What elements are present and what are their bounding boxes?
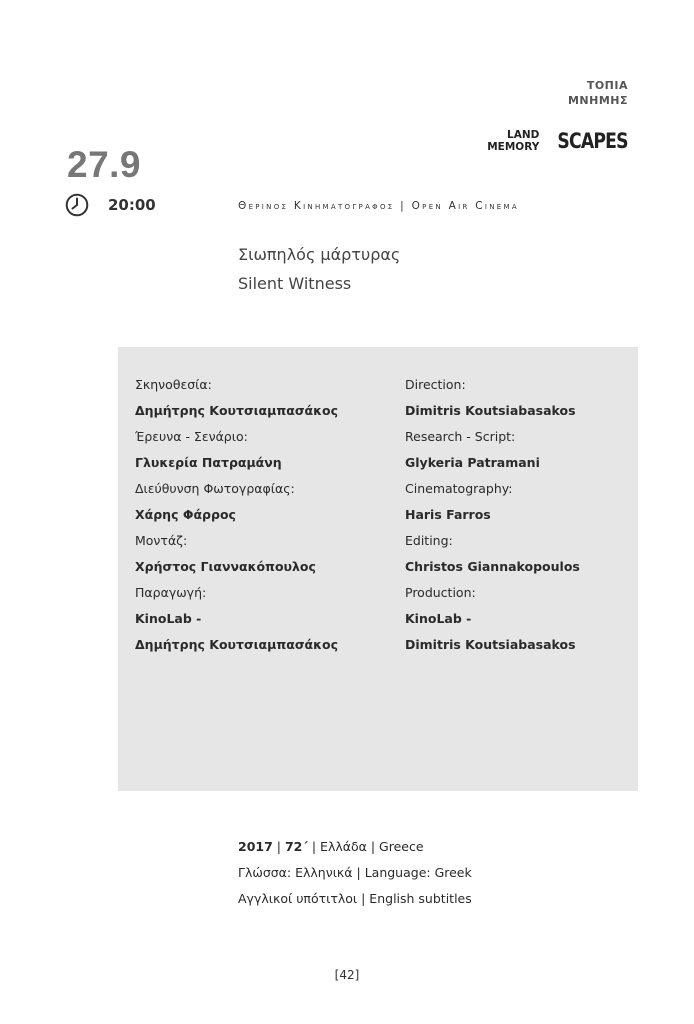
- credit-label-direction-en: Direction:: [405, 377, 466, 392]
- film-info-year-duration-country: 2017 | 72΄ | Ελλάδα | Greece: [238, 839, 424, 854]
- film-info: [238, 834, 472, 912]
- credit-label-production-gr: Παραγωγή:: [135, 585, 207, 600]
- credit-name-direction-gr: Δημήτρης Κουτσιαμπασάκος: [135, 403, 339, 418]
- page-number: [42]: [334, 968, 360, 982]
- credit-name-cinematography-en: Haris Farros: [405, 507, 491, 522]
- film-subtitles: Αγγλικοί υπότιτλοι | English subtitles: [238, 891, 472, 906]
- brand-english-big: SCAPES: [557, 129, 628, 153]
- event-date: 27.9: [67, 144, 142, 185]
- film-title-english: Silent Witness: [238, 274, 352, 293]
- credit-name-script-gr: Γλυκερία Πατραμάνη: [135, 455, 282, 470]
- film-duration: 72΄: [284, 839, 308, 854]
- credits-greek-column: [135, 372, 338, 658]
- event-time: 20:00: [108, 196, 156, 214]
- credit-label-production-en: Production:: [405, 585, 476, 600]
- brand-english-logo: [487, 128, 628, 154]
- credit-label-editing-gr: Μοντάζ:: [135, 533, 188, 548]
- credit-name-editing-en: Christos Giannakopoulos: [405, 559, 580, 574]
- credit-label-cinematography-gr: Διεύθυνση Φωτογραφίας:: [135, 481, 295, 496]
- credit-label-script-en: Research - Script:: [405, 429, 516, 444]
- credit-name-production-gr-1: KinoLab -: [135, 611, 202, 626]
- brand-english-stack: [487, 129, 539, 153]
- credit-label-editing-en: Editing:: [405, 533, 453, 548]
- credit-name-editing-gr: Χρήστος Γιαννακόπουλος: [135, 559, 316, 574]
- film-title-greek: Σιωπηλός μάρτυρας: [238, 245, 401, 264]
- film-language: Γλώσσα: Ελληνικά | Language: Greek: [238, 865, 472, 880]
- clock-icon: [65, 193, 89, 217]
- credit-name-cinematography-gr: Χάρης Φάρρος: [135, 507, 236, 522]
- credit-name-production-en-2: Dimitris Koutsiabasakos: [405, 637, 576, 652]
- credit-name-script-en: Glykeria Patramani: [405, 455, 540, 470]
- credit-name-production-gr-2: Δημήτρης Κουτσιαμπασάκος: [135, 637, 339, 652]
- credit-label-script-gr: Έρευνα - Σενάριο:: [135, 429, 248, 444]
- brand-english-line2: MEMORY: [487, 141, 540, 153]
- credit-label-cinematography-en: Cinematography:: [405, 481, 513, 496]
- credits-english-column: [405, 372, 580, 658]
- film-country: | Ελλάδα | Greece: [311, 839, 424, 854]
- credit-label-direction-gr: Σκηνοθεσία:: [135, 377, 212, 392]
- brand-greek-line2: ΜΝΗΜΗΣ: [567, 94, 628, 107]
- credits-panel: [118, 347, 638, 791]
- event-venue: Θερινος Κινηματογραφος | Open Air Cinema: [238, 200, 519, 212]
- film-year: 2017: [238, 839, 273, 854]
- brand-greek-line1: ΤΟΠΙΑ: [586, 79, 628, 92]
- credit-name-production-en-1: KinoLab -: [405, 611, 472, 626]
- brand-greek: [568, 78, 628, 108]
- brand-english-line1: LAND: [507, 129, 540, 141]
- credit-name-direction-en: Dimitris Koutsiabasakos: [405, 403, 576, 418]
